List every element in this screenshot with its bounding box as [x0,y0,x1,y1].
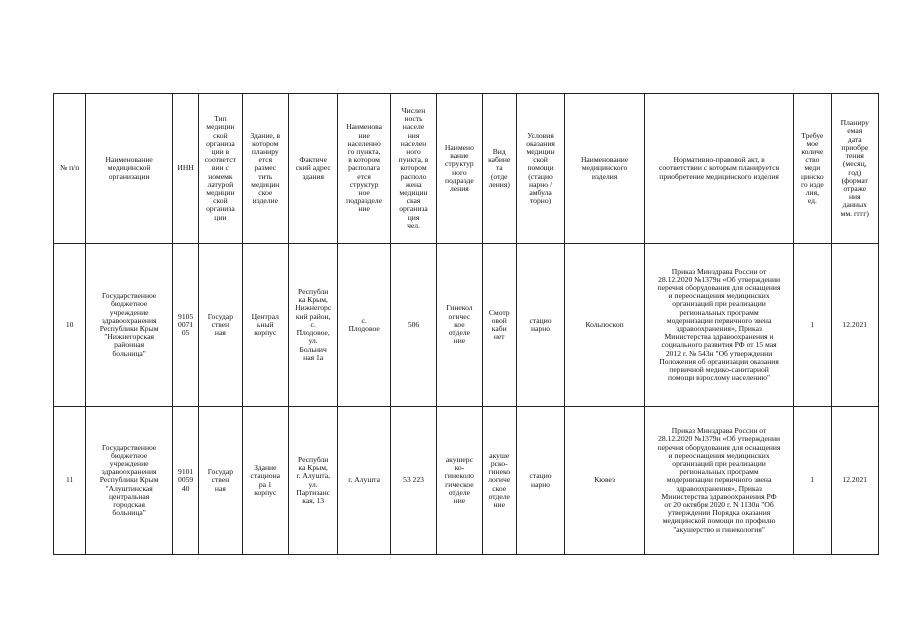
cell-population: 506 [390,244,436,407]
cell-care-conditions: стацио нарно [516,407,564,555]
cell-subdivision: акушерс ко- гинеколо гическое отделе ние [437,407,482,555]
cell-building: Централ ьный корпус [242,244,288,407]
cell-care-conditions: стацио нарно [516,244,564,407]
header-planned-date: Планиру емая дата приобре тения (месяц, год) (формат отраже ния данных мм. гггг) [831,94,878,244]
cell-settlement: с. Плодовое [338,244,390,407]
header-org-type: Тип медицин ской организа ции в соответст вии с номемк латурой медицин ской организа ции [199,94,242,244]
header-cabinet-type: Вид кабине та (отде ления) [482,94,516,244]
cell-org-type: Государ ствен ная [199,407,242,555]
header-building: Здание, в котором планиру ется размес тить медицин ское изделие [242,94,288,244]
header-population: Числен ность населе ния населен ного пункта, в котором располо жена медицин ская организа ция чел. [390,94,436,244]
cell-org-type: Государ ствен ная [199,244,242,407]
cell-planned-date: 12.2021 [831,407,878,555]
cell-device-name: Кювез [565,407,645,555]
cell-quantity: 1 [794,407,831,555]
cell-legal-act: Приказ Минздрава России от 28.12.2020 №1379н «Об утверждении перечня оборудования для оснащения и переоснащения медицинских организаций при реализации региональных программ модернизации первичного звена здравоохранения», Приказ Министерства здравоохранения РФ от 20 октября 2020 г. N 1130н "Об утверждении Порядка оказания медицинской помощи по профилю "акушерство и гинекология" [644,407,793,555]
cell-quantity: 1 [794,244,831,407]
cell-org-name: Государственное бюджетное учреждение здравоохранения Республики Крым "Нижнегорская районная больница" [86,244,173,407]
cell-settlement: г. Алушта [338,407,390,555]
cell-cabinet-type: Смотр овой каби нет [482,244,516,407]
cell-legal-act: Приказ Минздрава России от 28.12.2020 №1379н «Об утверждении перечня оборудования для оснащения и переоснащения медицинских организаций при реализации региональных программ модернизации первичного звена здравоохранения», Приказ Министерства здравоохранения и социального развития РФ от 15 мая 2012 г. № 543н "Об утверждении Положения об организации оказания первичной медико-санитарной помощи взрослому населению" [644,244,793,407]
cell-address: Республи ка Крым, г. Алушта, ул. Партизанс кая, 13 [288,407,337,555]
procurement-table [53,93,879,555]
cell-inn: 9105 0071 05 [173,244,199,407]
table-row [54,244,879,407]
cell-address: Республи ка Крым, Нижнегорс кий район, с. Плодовое, ул. Больнич ная 1а [288,244,337,407]
cell-building: Здание стациона ра 1 корпус [242,407,288,555]
cell-number: 11 [54,407,86,555]
header-inn: ИНН [173,94,199,244]
header-subdivision: Наимено вание структур ного подразде ления [437,94,482,244]
cell-subdivision: Гинекол огичес кое отделе ние [437,244,482,407]
cell-inn: 9101 0059 40 [173,407,199,555]
cell-org-name: Государственное бюджетное учреждение здравоохранения Республики Крым "Алуштинская центральная городская больница" [86,407,173,555]
table-header-row [54,94,879,244]
cell-cabinet-type: акуше рско- гинеко логиче ское отделе ние [482,407,516,555]
header-care-conditions: Условия оказания медицин ской помощи (стацио нарно / амбула торно) [516,94,564,244]
header-device-name: Наименование медицинского изделия [565,94,645,244]
header-address: Фактиче ский адрес здания [288,94,337,244]
table-row [54,407,879,555]
header-legal-act: Нормативно-правовой акт, в соответствии с которым планируется приобретение медицинского изделия [644,94,793,244]
cell-planned-date: 12.2021 [831,244,878,407]
header-settlement: Наименова ние населенно го пункта, в котором располага ется структур ное подразделе ние [338,94,390,244]
header-quantity: Требуе мое количе ство меди цинско го изде лия, ед. [794,94,831,244]
cell-number: 10 [54,244,86,407]
cell-device-name: Кольпоскоп [565,244,645,407]
cell-population: 53 223 [390,407,436,555]
header-number: № п/п [54,94,86,244]
header-org-name: Наименование медицинской организации [86,94,173,244]
